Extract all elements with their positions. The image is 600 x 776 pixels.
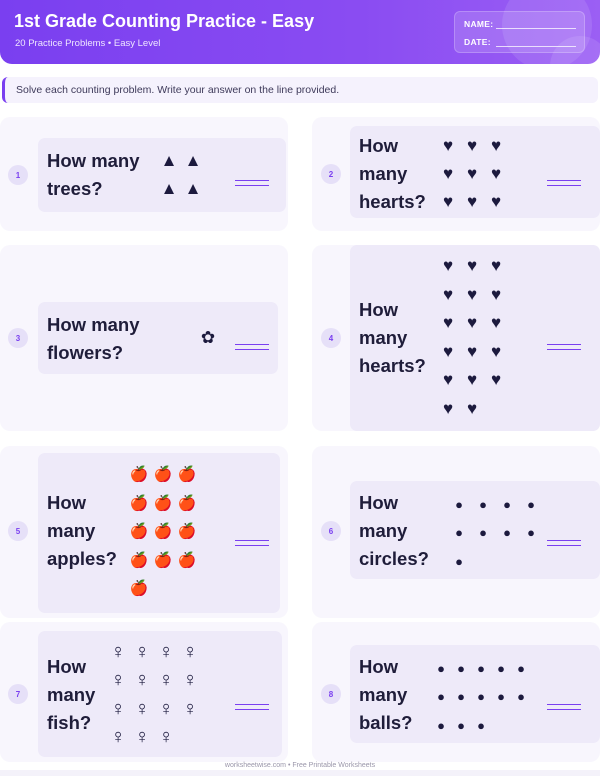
heart-icon: ♥: [466, 192, 478, 211]
date-label: DATE:: [464, 37, 491, 47]
apple-icon: 🍎: [153, 466, 173, 484]
answer-line[interactable]: [235, 344, 269, 350]
circle-icon: ●: [455, 553, 463, 569]
circle-icon: ●: [527, 496, 535, 512]
heart-icon: ♥: [466, 164, 478, 183]
problem-question: How many fish?: [47, 656, 96, 733]
answer-line[interactable]: [547, 344, 581, 350]
answer-line[interactable]: [547, 540, 581, 546]
tree-icon: ▲: [184, 151, 202, 170]
apple-icon: 🍎: [129, 580, 149, 598]
name-date-box: [454, 11, 585, 53]
problem-question: How many circles?: [359, 492, 429, 569]
circle-icon: ●: [503, 496, 511, 512]
ball-icon: ●: [457, 660, 465, 676]
fish-icon: ♀: [158, 669, 174, 692]
heart-icon: ♥: [466, 398, 478, 418]
apple-icon: 🍎: [129, 551, 149, 569]
worksheet-subtitle: 20 Practice Problems • Easy Level: [15, 38, 161, 49]
heart-icon: ♥: [442, 256, 454, 276]
apple-icon: 🍎: [153, 551, 173, 569]
heart-icon: ♥: [466, 256, 478, 276]
heart-icon: ♥: [466, 341, 478, 361]
problem-number: 3: [8, 328, 28, 348]
heart-icon: ♥: [466, 284, 478, 304]
problem-question: How many trees?: [47, 150, 140, 199]
counting-icons: [157, 147, 205, 203]
problem-number: 4: [321, 328, 341, 348]
fish-icon: ♀: [182, 697, 198, 720]
heart-icon: ♥: [490, 164, 502, 183]
counting-icons: [431, 654, 531, 740]
circle-icon: ●: [527, 525, 535, 541]
fish-icon: ♀: [110, 726, 126, 749]
fish-icon: ♀: [134, 697, 150, 720]
heart-icon: ♥: [490, 192, 502, 211]
problem-question: How many balls?: [359, 656, 413, 733]
ball-icon: ●: [477, 660, 485, 676]
circle-icon: ●: [503, 525, 511, 541]
fish-icon: ♀: [182, 640, 198, 663]
counting-icons: [196, 324, 220, 352]
ball-icon: ●: [477, 717, 485, 733]
apple-icon: 🍎: [129, 523, 149, 541]
circle-icon: ●: [455, 496, 463, 512]
answer-line[interactable]: [547, 180, 581, 186]
answer-line[interactable]: [235, 180, 269, 186]
tree-icon: ▲: [184, 179, 202, 198]
apple-icon: 🍎: [129, 494, 149, 512]
flower-icon: ✿: [200, 328, 216, 347]
worksheet-title: 1st Grade Counting Practice - Easy: [14, 11, 315, 31]
ball-icon: ●: [437, 689, 445, 705]
ball-icon: ●: [497, 689, 505, 705]
circle-icon: ●: [479, 496, 487, 512]
date-field[interactable]: [464, 37, 491, 47]
heart-icon: ♥: [442, 164, 454, 183]
ball-icon: ●: [477, 689, 485, 705]
tree-icon: ▲: [160, 179, 178, 198]
ball-icon: ●: [437, 717, 445, 733]
problem-question: How many hearts?: [359, 135, 426, 212]
ball-icon: ●: [457, 717, 465, 733]
ball-icon: ●: [437, 660, 445, 676]
heart-icon: ♥: [490, 136, 502, 155]
fish-icon: ♀: [110, 669, 126, 692]
circle-icon: ●: [479, 525, 487, 541]
problem-question: How many flowers?: [47, 314, 140, 363]
heart-icon: ♥: [490, 313, 502, 333]
fish-icon: ♀: [182, 669, 198, 692]
apple-icon: 🍎: [153, 523, 173, 541]
footer: [0, 762, 600, 769]
problem-number: 6: [321, 521, 341, 541]
problem-number: 8: [321, 684, 341, 704]
ball-icon: ●: [517, 689, 525, 705]
heart-icon: ♥: [490, 256, 502, 276]
problem-number: 5: [8, 521, 28, 541]
answer-line[interactable]: [235, 704, 269, 710]
apple-icon: 🍎: [177, 523, 197, 541]
apple-icon: 🍎: [129, 466, 149, 484]
worksheet-header: [0, 0, 600, 64]
ball-icon: ●: [517, 660, 525, 676]
problem-number: 7: [8, 684, 28, 704]
heart-icon: ♥: [490, 341, 502, 361]
answer-line[interactable]: [235, 540, 269, 546]
heart-icon: ♥: [466, 136, 478, 155]
fish-icon: ♀: [110, 697, 126, 720]
heart-icon: ♥: [490, 370, 502, 390]
fish-icon: ♀: [158, 697, 174, 720]
heart-icon: ♥: [442, 136, 454, 155]
heart-icon: ♥: [442, 313, 454, 333]
counting-icons: [436, 132, 508, 216]
heart-icon: ♥: [442, 284, 454, 304]
instructions: Solve each counting problem. Write your answer on the line provided.: [2, 77, 598, 103]
heart-icon: ♥: [442, 192, 454, 211]
circle-icon: ●: [455, 525, 463, 541]
apple-icon: 🍎: [153, 494, 173, 512]
problem-number: 2: [321, 164, 341, 184]
apple-icon: 🍎: [177, 466, 197, 484]
fish-icon: ♀: [134, 640, 150, 663]
tree-icon: ▲: [160, 151, 178, 170]
heart-icon: ♥: [490, 284, 502, 304]
problem-question: How many apples?: [47, 492, 117, 569]
name-label: NAME:: [464, 19, 494, 29]
counting-icons: [447, 490, 543, 576]
problem-question: How many hearts?: [359, 299, 426, 376]
heart-icon: ♥: [442, 370, 454, 390]
fish-icon: ♀: [158, 726, 174, 749]
heart-icon: ♥: [466, 313, 478, 333]
fish-icon: ♀: [134, 669, 150, 692]
apple-icon: 🍎: [177, 494, 197, 512]
counting-icons: [436, 252, 508, 423]
name-field[interactable]: [464, 19, 493, 29]
ball-icon: ●: [457, 689, 465, 705]
heart-icon: ♥: [442, 341, 454, 361]
fish-icon: ♀: [134, 726, 150, 749]
answer-line[interactable]: [547, 704, 581, 710]
fish-icon: ♀: [158, 640, 174, 663]
fish-icon: ♀: [110, 640, 126, 663]
apple-icon: 🍎: [177, 551, 197, 569]
heart-icon: ♥: [466, 370, 478, 390]
footer-text: worksheetwise.com • Free Printable Worksheets: [224, 762, 376, 769]
ball-icon: ●: [497, 660, 505, 676]
heart-icon: ♥: [442, 398, 454, 418]
problem-number: 1: [8, 165, 28, 185]
counting-icons: [106, 638, 202, 752]
counting-icons: [127, 460, 199, 603]
